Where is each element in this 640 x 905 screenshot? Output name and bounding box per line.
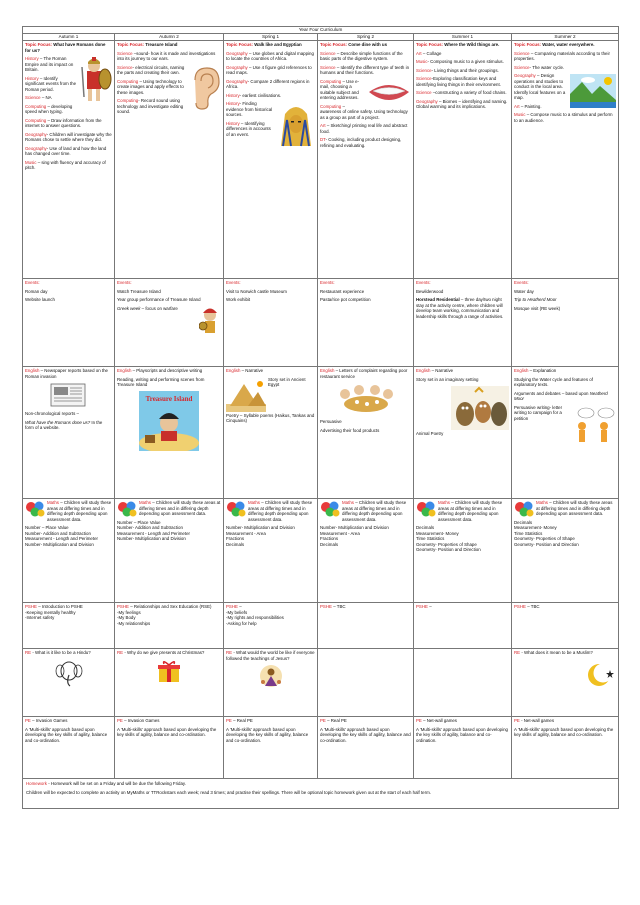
topic-cell: Topic Focus: What have Romans done for us? History – The Roman Empire and its impact on Britain. History – Identify significant events from the Roman period. Science – NA Computing – developing speed when typing. Computing – Draw information from the internet to answer questions. Geography- Children will investigate why the Romans chose to settle where they did. Geography- Use of land and how the land has changed over time. Music – sing with fluency and accuracy of pitch. (23, 41, 115, 279)
jesus-teaching-icon (257, 664, 285, 688)
topic-title: Topic Focus: Come dine with us (320, 42, 388, 47)
topic-cell: Topic Focus: Water, water everywhere. Science – Comparing materials according to their properties. Science- The water cycle. Geography – Design operations and studies to conduct in the local area. Identify local features on a map. Art – Painting. Music – Compose music to a stimulus and perform to an audience. (512, 41, 619, 279)
english-cell: English – Narrative Story set in Ancient Egypt Poetry – Syllable poems (Haikus, Tankas and Cinquains) (224, 367, 318, 499)
events-cell: Events: Restaurant experience Pasta/rice pot competition (318, 279, 414, 367)
ganesha-icon (54, 659, 84, 689)
maths-numbers-icon (117, 501, 137, 517)
debate-people-icon (572, 406, 616, 446)
table-title: Year Four Curriculum (23, 27, 619, 34)
curriculum-sheet (22, 26, 618, 809)
maths-numbers-icon (514, 501, 534, 517)
maths-cell: Maths – Children will study these areas at differing times and in differing depth depending upon assessment data. Decimals Measurement- Money Time Statistics Geometry- Properties of Shape Geometry- Position and Direction (414, 499, 512, 603)
re-cell (414, 649, 512, 717)
pe-cell: PE - Net-wall games A 'Multi-skills' approach based upon developing the key skills of agility, balance and co-ordination. (512, 717, 619, 779)
events-cell: Events: Bewilderwood Horstead Residential – three day/two night stay at the activity centre, where children will develop team working, communication and leadership skills through a range of activities. (414, 279, 512, 367)
english-cell: English – Explanation Studying the Water cycle and features of explanatory texts. Arguments and debates – based upon Neatherd Moor Persuasive writing- letter writing to campaign for a petition (512, 367, 619, 499)
pyramids-icon (226, 378, 266, 412)
smiling-teeth-icon (367, 80, 411, 106)
spartan-warrior-icon (199, 307, 221, 335)
events-cell: Events: Visit to Norwich castle Museum Work exhibit (224, 279, 318, 367)
re-cell: RE - What would the world be like if everyone followed the teachings of Jesus? (224, 649, 318, 717)
events-cell: Events: Watch Treasure Island Year group performance of Treasure Island Greek week – focus on warfare (115, 279, 224, 367)
pshe-cell: PSHE – (414, 603, 512, 649)
pshe-cell: PSHE – Introduction to PSHE -Keeping mentally healthy -Internet safety (23, 603, 115, 649)
topic-cell: Topic Focus: Come dine with us Science – Describe simple functions of the basic parts of the digestive system. Science – Identify the different type of teeth in humans and their functions. Computing – Use e-mail, choosing a suitable subject and entering addresses. Computing – awareness of online safety. Using technology as a group as part of a project. Art – Sketching/ printing real life and abstract food. DT- Cooking, including product designing, refining and evaluating. (318, 41, 414, 279)
term-summer-2: Summer 2 (512, 34, 619, 41)
ear-icon (187, 66, 221, 110)
term-autumn-1: Autumn 1 (23, 34, 115, 41)
treasure-island-book-icon (139, 391, 199, 451)
term-summer-1: Summer 1 (414, 34, 512, 41)
term-spring-2: Spring 2 (318, 34, 414, 41)
pe-cell: PE – Invasion Games A 'Multi-skills' approach based upon developing the key skills of agility, balance and co-ordination. (23, 717, 115, 779)
re-cell: RE - Why do we give presents at Christmas? (115, 649, 224, 717)
english-cell: English – Newspaper reports based on the Roman invasion Non-chronological reports – What have the Romans done us? In the form of a website. (23, 367, 115, 499)
events-cell: Events: Roman day Website launch (23, 279, 115, 367)
maths-numbers-icon (416, 501, 436, 517)
newspaper-icon (49, 382, 89, 408)
re-row (23, 649, 619, 717)
topic-cell: Topic Focus: Walk like and Egyptian Geography – Use globes and digital mapping to locate the countries of Africa. Geography – Use 4 figure grid references to read maps. Geography- Compare 2 different regions in Africa. History- earliest civilisations. History- Finding evidence from historical sources. History – Identifying differences in accounts of an event. (224, 41, 318, 279)
topic-title: Topic Focus: Walk like and Egyptian (226, 42, 302, 47)
pe-cell: PE – Invasion Games A 'Multi-skills' approach based upon developing the key skills of agility, balance and co-ordination. (115, 717, 224, 779)
maths-cell: Maths – Children will study these areas at differing times and in differing depth depending upon assessment data. Number – Place Value Number- Addition and Subtraction Measurement - Length and Perimeter Number- Multiplication and Division (23, 499, 115, 603)
pe-cell: PE – Real PE A 'Multi-skills' approach based upon developing the key skills of agility, balance and co-ordination. (318, 717, 414, 779)
gift-icon (156, 659, 182, 683)
events-row (23, 279, 619, 367)
maths-cell: Maths – Children will study these areas at differing times and in differing depth depending upon assessment data. Decimals Measurement- Money Time Statistics Geometry- Properties of Shape Geometry- Position and Direction (512, 499, 619, 603)
maths-numbers-icon (320, 501, 340, 517)
homework-cell: Homework - Homework will be set on a Friday and will be due the following Friday. Children will be expected to complete an activity on MyMaths or TTRockstars each week; read 3 times; and practise their spellings. There will be optional topic homework given out at the start of each half term. (23, 779, 619, 809)
maths-cell: Maths – Children will study these areas at differing times and in differing depth depending upon assessment data. Number- Multiplication and Division Measurement - Area Fractions Decimals (224, 499, 318, 603)
tutankhamun-mask-icon (277, 102, 315, 148)
pshe-cell: PSHE – Relationships and Sex Education (RSE) -My feelings -My Body -My relationships (115, 603, 224, 649)
english-cell: English – Letters of complaint regarding poor restaurant service Persuasive Advertising their food products (318, 367, 414, 499)
pshe-cell: PSHE – TBC (318, 603, 414, 649)
events-cell: Events: Water day Trip to Heatherd Moor Mosque visit (RE week) (512, 279, 619, 367)
term-header-row (23, 34, 619, 41)
wild-things-icon (451, 386, 509, 430)
maths-numbers-icon (25, 501, 45, 517)
pshe-cell: PSHE – TBC (512, 603, 619, 649)
roman-soldier-icon (78, 57, 112, 103)
homework-note: Children will be expected to complete an activity on MyMaths or TTRockstars each week; read 3 times; and practise their spellings. There will be optional topic homework given out at the start of each half term. (26, 789, 431, 795)
maths-cell: Maths – Children will study these areas at differing times and in differing depth depending upon assessment data. Number- Multiplication and Division Measurement - Area Fractions Decimals (318, 499, 414, 603)
maths-numbers-icon (226, 501, 246, 517)
topic-cell: Topic Focus: Treasure Island Science –sound- how it is made and investigations into its journey to our ears. Science- electrical circuits, naming the parts and creating their own. Computing – Using technology to create images and apply effects to these images. Computing- Record sound using technology and investigate editing sound. (115, 41, 224, 279)
re-cell: RE - What is it like to be a Hindu? (23, 649, 115, 717)
restaurant-table-icon (337, 382, 395, 416)
svg-text:Treasure Island: Treasure Island (145, 394, 193, 403)
topic-row (23, 41, 619, 279)
term-autumn-2: Autumn 2 (115, 34, 224, 41)
pe-cell: PE – Net-wall games A 'Multi-skills' approach based upon developing the key skills of agility, balance and co-ordination. (414, 717, 512, 779)
english-row (23, 367, 619, 499)
pe-row (23, 717, 619, 779)
english-cell: English – Narrative Story set in an imaginary setting Animal Poetry (414, 367, 512, 499)
maths-row (23, 499, 619, 603)
topic-title: Topic Focus: Water, water everywhere. (514, 42, 595, 47)
curriculum-table (22, 26, 619, 809)
maths-cell: Maths – Children will study these areas at differing times and in differing depth depending upon assessment data. Number – Place Value Number- Addition and Subtraction Measurement - Length and Perimeter Number- Multiplication and Division (115, 499, 224, 603)
homework-row (23, 779, 619, 809)
term-spring-1: Spring 1 (224, 34, 318, 41)
topic-title: Topic Focus: What have Romans done for us? (25, 42, 106, 53)
pshe-row (23, 603, 619, 649)
crescent-star-icon (586, 660, 616, 690)
re-cell: RE - What does it mean to be a Muslim? (512, 649, 619, 717)
pe-cell: PE – Real PE A 'Multi-skills' approach based upon developing the key skills of agility, balance and co-ordination. (224, 717, 318, 779)
re-cell (318, 649, 414, 717)
topic-cell: Topic Focus: Where the Wild things are. Art – Collage Music- Composing music to a given stimulus. Science- Living things and their groupings. Science-Exploring classification keys and identifying living things in their environment. Science –constructing a variety of food chains. Geography – Biomes – identifying and naming. Global warming and its implications. (414, 41, 512, 279)
topic-title: Topic Focus: Treasure Island (117, 42, 178, 47)
pshe-cell: PSHE – -My beliefs -My rights and responsibilities -Asking for help (224, 603, 318, 649)
topic-title: Topic Focus: Where the Wild things are. (416, 42, 500, 47)
water-cycle-icon (570, 74, 616, 108)
english-cell: English – Playscripts and descriptive writing Reading, writing and performing scenes from Treasure Island Treasure Island (115, 367, 224, 499)
